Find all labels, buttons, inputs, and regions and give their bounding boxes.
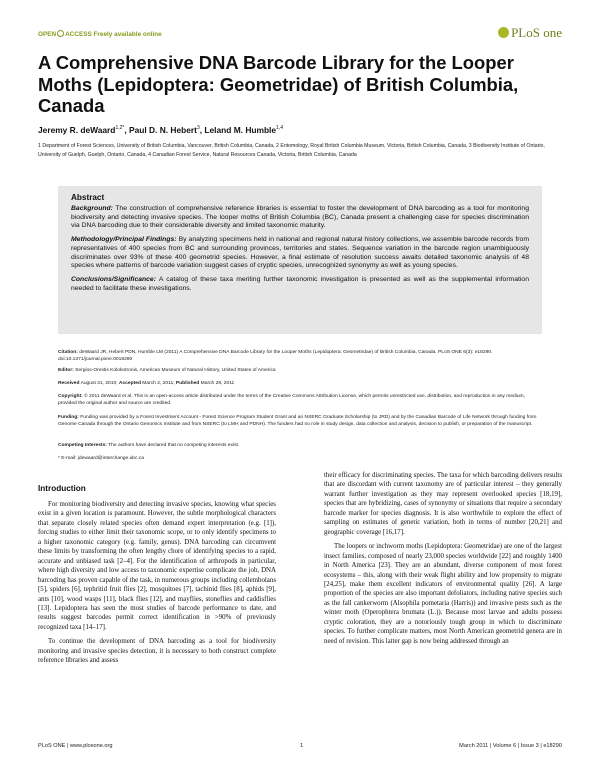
author-list: Jeremy R. deWaard$^{1,2*}$, Paul D. N. Hebert$^3$, Leland M. Humble$^{1,4}$ <box>38 125 283 135</box>
abstract-conclusions: Conclusions/Significance: A catalog of these taxa meriting further taxonomic investigation is presented as well as the supplemental information needed to facilitate these investigations. <box>71 275 529 292</box>
intro-paragraph-3: their efficacy for discriminating species. The taxa for which barcoding delivers results that are discordant with current taxonomy are of particular interest – they generally warrant further investigation as they may represent overlooked species [18,19], species that are hybridizing, cases of synonymy or situations that require a secondary barcode marker for species diagnosis. It is also worthwhile to explore the effect of sampling on estimates of genetic variation, both in terms of number [20,21] and geographic coverage [16,17]. <box>324 472 562 536</box>
body-column-left <box>38 500 276 666</box>
body-column-right <box>324 471 562 646</box>
abstract-methods: Methodology/Principal Findings: By analyzing specimens held in national and regional natural history collections, we assemble barcode records from representatives of 400 species from BC and surrounding provinces, territories and states. Sequence variation in the barcode region unambiguously discriminates over 93% of these 400 geometrid species. However, a final estimate of resolution success awaits detailed taxonomic analysis of 48 species where patterns of barcode variation suggest cases of cryptic species, unrecognized synonymy as well as young species. <box>71 236 529 270</box>
intro-paragraph-4: The loopers or inchworm moths (Lepidoptera: Geometridae) are one of the largest insect families, composed of nearly 23,000 species worldwide [22] and roughly 1400 in North America [23]. They are an abundant, diverse component of most forest ecosystems – this, along with their weak flight ability and low propensity to migrate [24,25], make them excellent indicators of environmental quality [26]. A large proportion of the species are also important defoliators, including native species such as the fall cankerworm (Alsophila pometaria (Harris)) and invasive pests such as the winter moth (Operophtera brumata (L.)). Because most larvae and adults possess cryptic coloration, they are a notoriously tough group in which to discriminate species. To further complicate matters, most North American geometrid genera are in need of revision. This latter gap is now being addressed through an <box>324 543 562 645</box>
abstract-box <box>58 186 542 334</box>
page-number: 1 <box>300 743 304 749</box>
editor: Editor: Sergios-Orestis Kolokotronis, American Museum of Natural History, United States of America <box>58 368 276 373</box>
funding: Funding: Funding was provided by a Forest Investment Account - Forest Science Program Student Grant and an NSERC Graduate Scholarship (to JRD) and by the Canadian Barcode of Life Network through funding from Genome Canada through the Ontario Genomics Institute and from NSERC (to LMH and PDNH). The funders had no role in study design, data collection and analysis, decision to publish, or preparation of the manuscript. <box>58 415 537 428</box>
article-title: A Comprehensive DNA Barcode Library for the Looper Moths (Lepidoptera: Geometridae) of British Columbia, Canada <box>38 52 519 116</box>
journal-header <box>38 26 562 44</box>
dates: Received August 31, 2010; Accepted March 2, 2011; Published March 28, 2011 <box>58 381 235 386</box>
intro-paragraph-2: To continue the development of DNA barcoding as a tool for biodiversity monitoring and invasive species detection, it is necessary to both construct complete reference libraries and assess <box>38 638 276 665</box>
intro-paragraph-1: For monitoring biodiversity and detecting invasive species, knowing what species exist in a given location is paramount. However, the subtle morphological characters that separate closely related species often demand expert interpretation (e.g. [1]), forcing studies to either limit their taxonomic scope, or to only identify specimens to a higher taxonomic category (e.g. family, genus). DNA barcoding can circumvent these limits by transforming the often lengthy chore of identifying species to a rapid, accurate and unbiased task [2–4]. For the identification of arthropods in particular, where high diversity and low access to taxonomic expertise complicate the job, DNA barcoding has proven capable of the task, in numerous groups including collembolans [5], spiders [6], tephritid fruit flies [2], mosquitoes [7], tachinid flies [8], aphids [9], ants [10], wood wasps [11], black flies [12], and mayflies, stoneflies and caddisflies [13]. Lepidoptera has seen the most studies of barcode performance to date, and results suggest barcodes permit correct identification in >90% of previously recognized taxa [14–17]. <box>38 501 276 631</box>
open-access-badge: OPEN ACCESS Freely available online <box>38 31 162 38</box>
email: * E-mail: jdewaard@interchange.ubc.ca <box>58 456 144 461</box>
affiliations: 1 Department of Forest Sciences, University of British Columbia, Vancouver, British Columbia, Canada, 2 Entomology, Royal British Columbia Museum, Victoria, British Columbia, Canada, 3 Biodiversity Institute of Ontario, University of Guelph, Guelph, Ontario, Canada, 4 Canadian Forest Service, Natural Resources Canada, Victoria, British Columbia, Canada <box>38 143 545 158</box>
footer-journal: PLoS ONE | www.plosone.org <box>38 743 113 749</box>
footer-issue: March 2011 | Volume 6 | Issue 3 | e18290 <box>459 743 562 749</box>
journal-logo: PLoS one <box>498 25 562 41</box>
introduction-heading: Introduction <box>38 484 86 493</box>
page-footer <box>38 743 562 755</box>
competing-interests: Competing Interests: The authors have declared that no competing interests exist. <box>58 443 240 448</box>
plos-sun-icon <box>498 27 509 38</box>
citation: Citation: deWaard JR, Hebert PDN, Humble LM (2011) A Comprehensive DNA Barcode Library for the Looper Moths (Lepidoptera: Geometridae) of British Columbia, Canada. PLoS ONE 6(3): e18290. doi:10.1371/journal.pone.0018290 <box>58 350 493 363</box>
abstract-heading: Abstract <box>71 193 105 202</box>
open-access-lock-icon <box>57 30 64 37</box>
abstract-background: Background: The construction of comprehensive reference libraries is essential to foster the development of DNA barcoding as a tool for monitoring biodiversity and detecting invasive species. The looper moths of British Columbia (BC), Canada present a challenging case for species discrimination via DNA barcoding due to their considerable diversity and limited taxonomic maturity. <box>71 205 529 230</box>
copyright: Copyright: © 2011 deWaard et al. This is an open-access article distributed under the terms of the Creative Commons Attribution License, which permits unrestricted use, distribution, and reproduction in any medium, provided the original author and source are credited. <box>58 394 525 407</box>
